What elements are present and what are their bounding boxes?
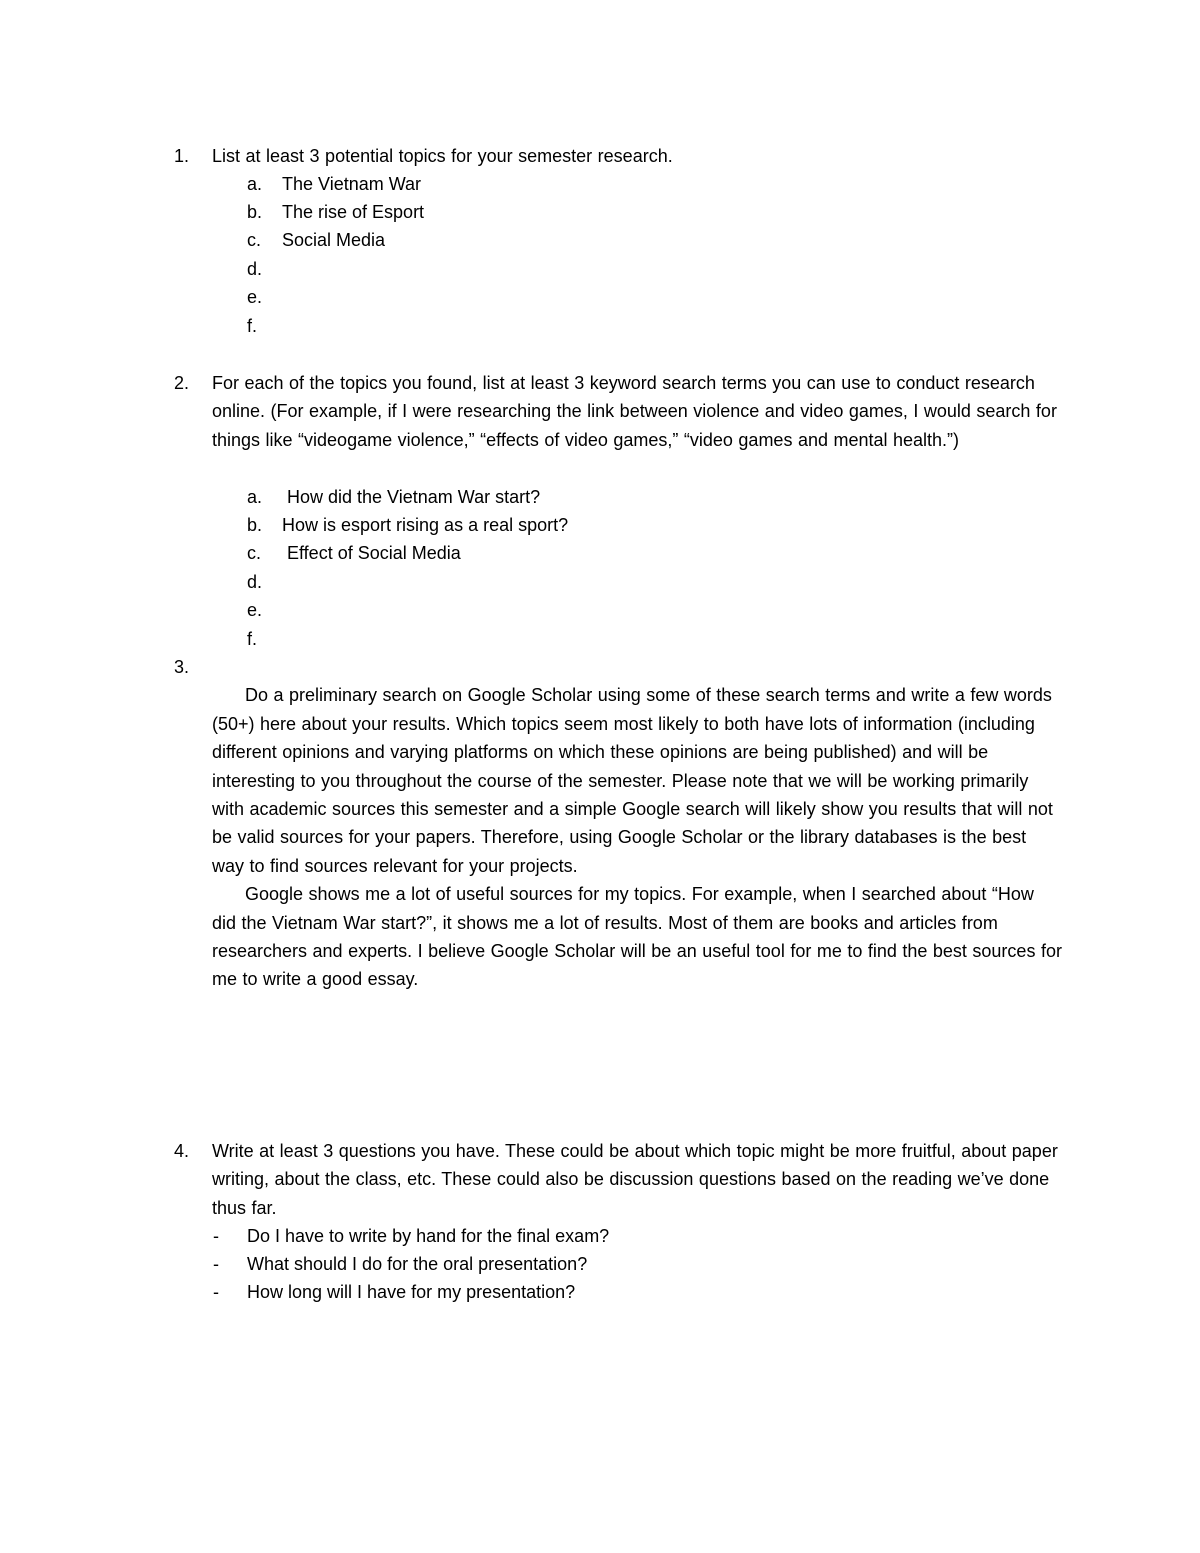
- list-item: [0, 539, 1200, 567]
- list-item-text: How is esport rising as a real sport?: [282, 515, 569, 535]
- list-item-letter: c.: [247, 543, 262, 563]
- list-item: [0, 1250, 1200, 1278]
- list-item: [0, 226, 1200, 254]
- list-item: [0, 483, 1200, 511]
- list-item: [0, 283, 1200, 311]
- question-number: 4.: [174, 1141, 190, 1161]
- list-item-letter: d.: [247, 259, 263, 279]
- list-item-text: The Vietnam War: [282, 174, 422, 194]
- answer-text: Google shows me a lot of useful sources for my topics. For example, when I searched about “How did the Vietnam War start?”, it shows me a lot of results. Most of them are books and articles from researchers and experts. I believe Google Scholar will be an useful tool for me to find the best sources for me to write a good essay.: [212, 884, 1068, 990]
- list-item-text: What should I do for the oral presentation?: [247, 1254, 588, 1274]
- question-number: 2.: [174, 373, 190, 393]
- list-item-letter: e.: [247, 600, 263, 620]
- list-item-letter: b.: [247, 515, 263, 535]
- question-text: Do a preliminary search on Google Scholar using some of these search terms and write a few words (50+) here about your results. Which topics seem most likely to both have lots of information (including different opinions and varying platforms on which these opinions are being published) and will be interesting to you throughout the course of the semester. Please note that we will be working primarily with academic sources this semester and a simple Google search will likely show you results that will not be valid sources for your papers. Therefore, using Google Scholar or the library databases is the best way to find sources relevant for your projects.: [212, 685, 1059, 876]
- question-text: List at least 3 potential topics for your semester research.: [212, 146, 673, 166]
- question-text: Write at least 3 questions you have. These could be about which topic might be more fruitful, about paper writing, about the class, etc. These could also be discussion questions based on the reading we’ve done thus far.: [212, 1141, 1064, 1218]
- list-item: [0, 1278, 1200, 1306]
- list-item-text: Social Media: [282, 230, 386, 250]
- list-item-text: Effect of Social Media: [282, 543, 461, 563]
- list-item-letter: d.: [247, 572, 263, 592]
- list-item-letter: e.: [247, 287, 263, 307]
- list-item: [0, 511, 1200, 539]
- dash-bullet: -: [213, 1226, 219, 1246]
- question-number: 1.: [174, 146, 190, 166]
- list-item-letter: a.: [247, 174, 263, 194]
- question-text: For each of the topics you found, list at least 3 keyword search terms you can use to conduct research online. (For example, if I were researching the link between violence and video games, I would search for things like “videogame violence,” “effects of video games,” “video games and mental health.”): [212, 373, 1063, 450]
- list-item-letter: f.: [247, 316, 258, 336]
- dash-bullet: -: [213, 1282, 219, 1302]
- list-item-letter: a.: [247, 487, 263, 507]
- list-item: [0, 312, 1200, 340]
- list-item-letter: b.: [247, 202, 263, 222]
- list-item: [0, 568, 1200, 596]
- list-item: [0, 170, 1200, 198]
- question-body: [212, 653, 1068, 1022]
- list-item-text: How long will I have for my presentation?: [247, 1282, 576, 1302]
- list-item: [0, 625, 1200, 653]
- list-item: [0, 198, 1200, 226]
- list-item: [0, 255, 1200, 283]
- question-number: 3.: [174, 657, 190, 677]
- list-item-text: How did the Vietnam War start?: [282, 487, 541, 507]
- dash-bullet: -: [213, 1254, 219, 1274]
- list-item: [0, 596, 1200, 624]
- list-item: [0, 1222, 1200, 1250]
- list-item-text: Do I have to write by hand for the final exam?: [247, 1226, 610, 1246]
- list-item-text: The rise of Esport: [282, 202, 425, 222]
- list-item-letter: c.: [247, 230, 262, 250]
- list-item-letter: f.: [247, 629, 258, 649]
